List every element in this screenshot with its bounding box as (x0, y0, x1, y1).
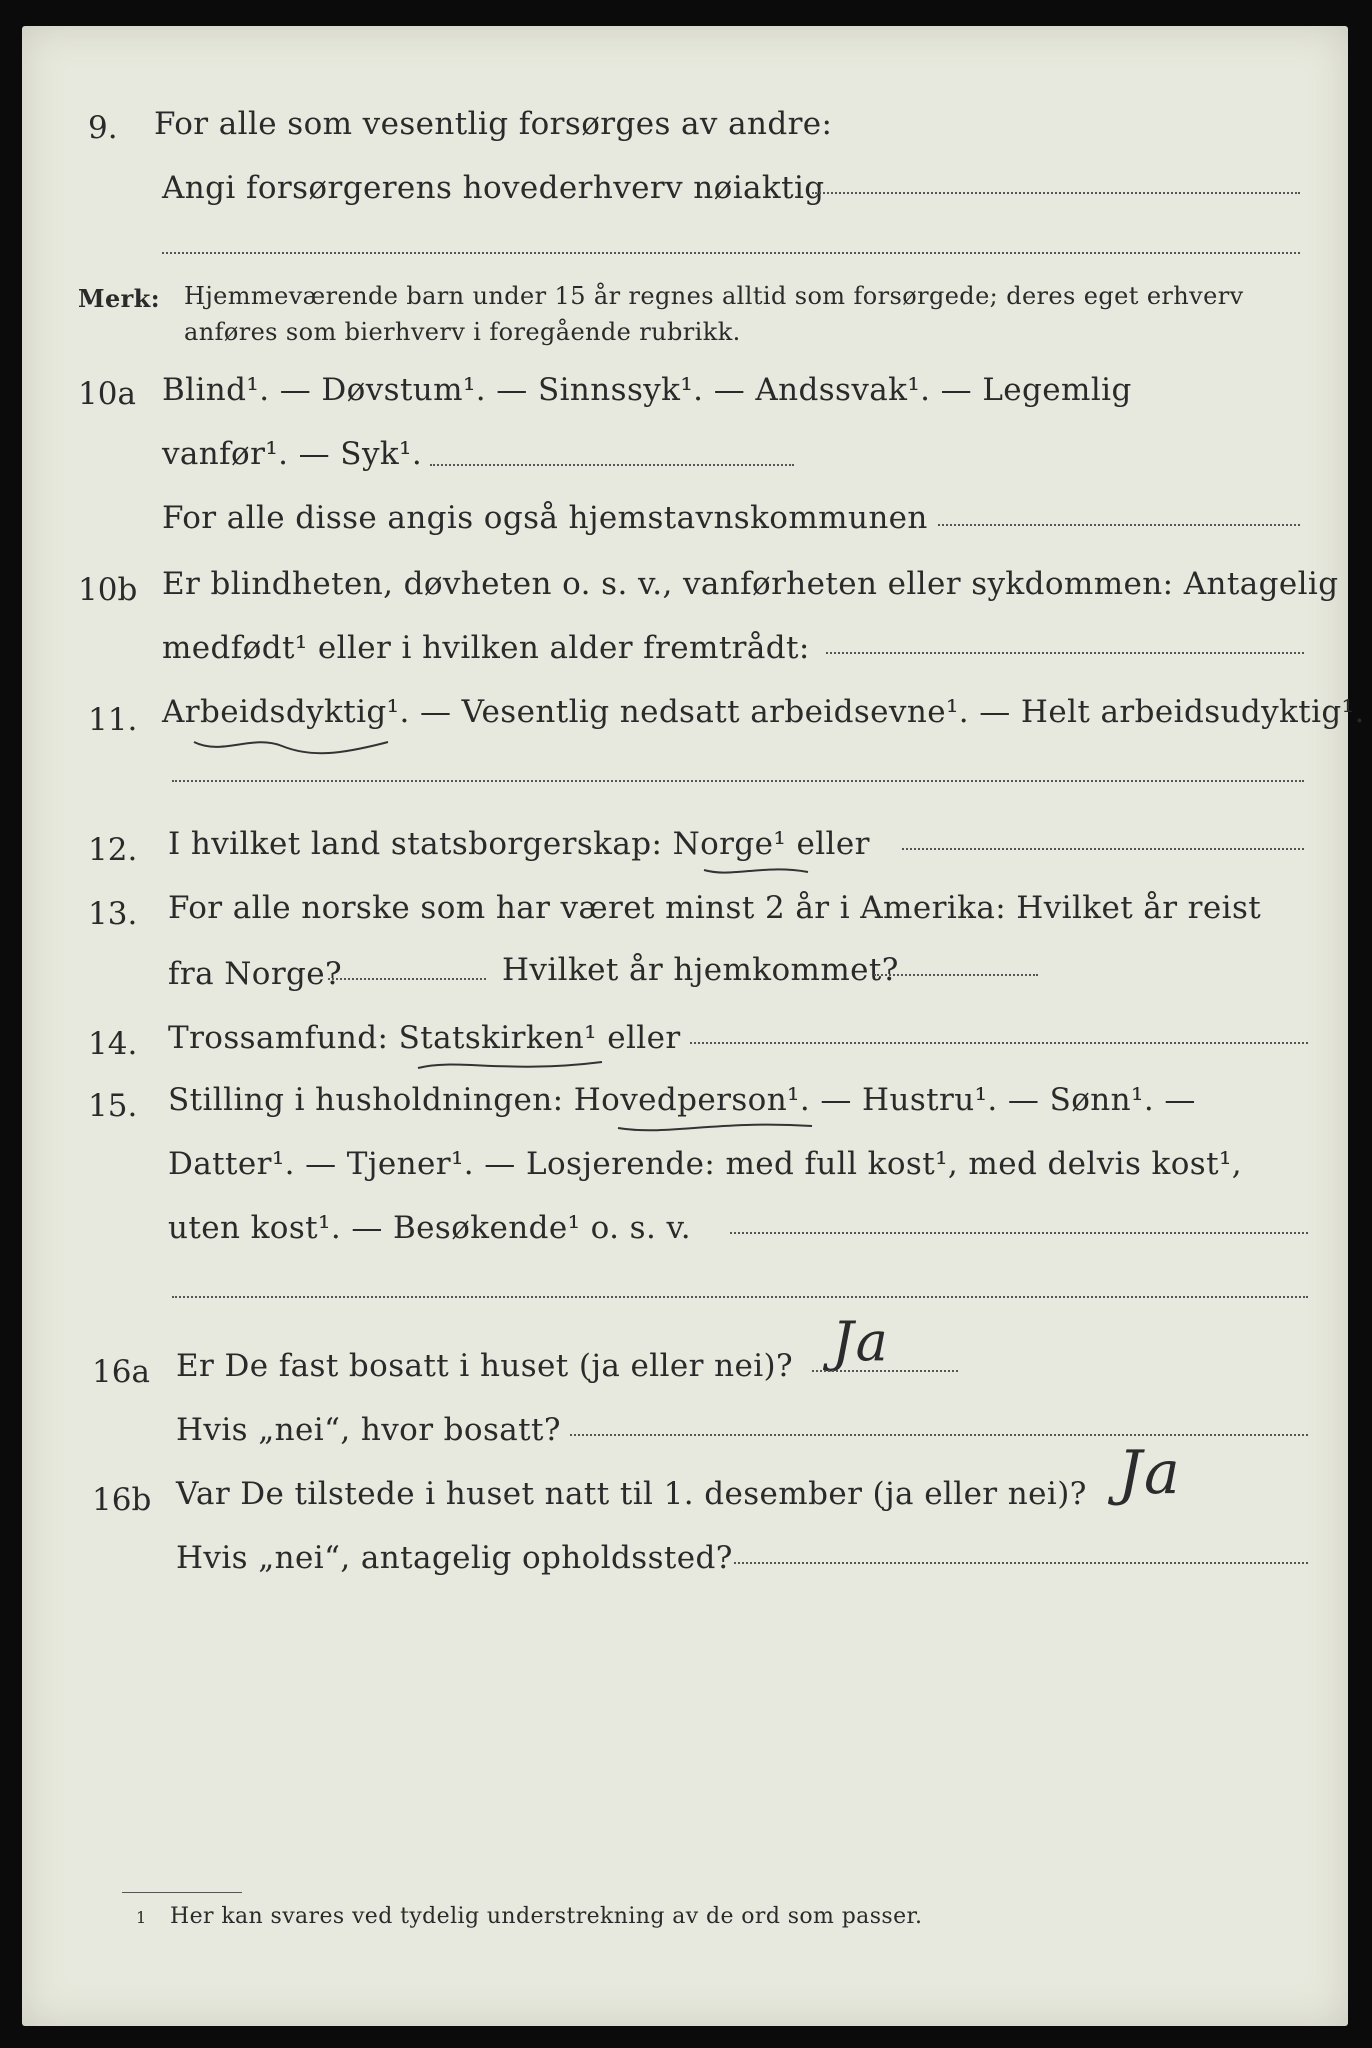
q13-departure-line (328, 978, 486, 980)
q13-number: 13. (88, 896, 138, 932)
q16a-handwritten-answer: Ja (832, 1310, 890, 1373)
q16a-number: 16a (92, 1354, 150, 1390)
q15-options-3: uten kost¹. — Besøkende¹ o. s. v. (168, 1210, 691, 1246)
q16b-number: 16b (92, 1482, 152, 1518)
q13-return-line (874, 974, 1038, 976)
q10b-text-2: medfødt¹ eller i hvilken alder fremtrådt: (162, 630, 810, 666)
q16b-location-prompt: Hvis „nei“, antagelig opholdssted? (176, 1540, 733, 1576)
q10b-answer-line (826, 652, 1304, 654)
q15-answer-line (730, 1232, 1308, 1234)
q15-options: Stilling i husholdningen: Hovedperson¹. — Hustru¹. — Sønn¹. — (168, 1082, 1196, 1118)
q16a-residence-prompt: Hvis „nei“, hvor bosatt? (176, 1412, 561, 1448)
q10b-text: Er blindheten, døvheten o. s. v., vanførheten eller sykdommen: Antagelig (162, 566, 1339, 602)
q16b-question: Var De tilstede i huset natt til 1. desember (ja eller nei)? (176, 1476, 1087, 1512)
q9-answer-line-2 (162, 252, 1300, 254)
q14-answer-line (690, 1042, 1308, 1044)
q10a-options: Blind¹. — Døvstum¹. — Sinnssyk¹. — Andssvak¹. — Legemlig (162, 372, 1132, 408)
q16b-handwritten-answer: Ja (1118, 1438, 1182, 1508)
census-form-page (22, 26, 1365, 2026)
q15-number: 15. (88, 1088, 138, 1124)
footnote-rule (122, 1892, 242, 1893)
q14-number: 14. (88, 1026, 138, 1062)
q11-underline-mark (192, 732, 392, 756)
q11-options: Arbeidsdyktig¹. — Vesentlig nedsatt arbeidsevne¹. — Helt arbeidsudyktig¹. (162, 694, 1365, 730)
q13-text: For alle norske som har været minst 2 år i Amerika: Hvilket år reist (168, 890, 1262, 926)
q9-occupation-prompt: Angi forsørgerens hovederhverv nøiaktig (162, 170, 825, 206)
q12-text: I hvilket land statsborgerskap: Norge¹ eller (168, 826, 870, 862)
q14-text: Trossamfund: Statskirken¹ eller (168, 1020, 681, 1056)
q16a-question: Er De fast bosatt i huset (ja eller nei)? (176, 1348, 794, 1384)
q10a-options-2: vanfør¹. — Syk¹. (162, 436, 423, 472)
q10a-number: 10a (78, 376, 136, 412)
q9-answer-line (812, 192, 1300, 194)
q13-departure-prompt: fra Norge? (168, 956, 343, 992)
note-text-2: anføres som bierhverv i foregående rubrikk. (184, 318, 741, 346)
q9-text: For alle som vesentlig forsørges av andre: (154, 106, 833, 142)
note-label: Merk: (78, 284, 160, 313)
footnote-marker: 1 (136, 1908, 147, 1927)
q12-answer-line (902, 848, 1304, 850)
q12-number: 12. (88, 832, 138, 868)
q16a-residence-line (570, 1434, 1308, 1436)
q10a-municipality-line (938, 524, 1300, 526)
note-text-1: Hjemmeværende barn under 15 år regnes alltid som forsørgede; deres eget erhverv (184, 282, 1244, 310)
q10a-answer-line (430, 464, 794, 466)
q11-number: 11. (88, 702, 138, 738)
q16a-answer-line (812, 1370, 958, 1372)
q9-number: 9. (88, 110, 118, 146)
q15-underline-mark (616, 1118, 816, 1138)
q12-underline-mark (702, 862, 812, 882)
footnote-text: Her kan svares ved tydelig understrekning av de ord som passer. (170, 1904, 923, 1929)
q15-answer-line-2 (172, 1296, 1308, 1298)
q14-underline-mark (416, 1056, 606, 1076)
q16b-location-line (734, 1562, 1308, 1564)
q10b-number: 10b (78, 572, 138, 608)
q13-return-prompt: Hvilket år hjemkommet? (502, 952, 899, 988)
q15-options-2: Datter¹. — Tjener¹. — Losjerende: med full kost¹, med delvis kost¹, (168, 1146, 1243, 1182)
q10a-home-municipality: For alle disse angis også hjemstavnskommunen (162, 500, 928, 536)
q11-answer-line (172, 780, 1304, 782)
